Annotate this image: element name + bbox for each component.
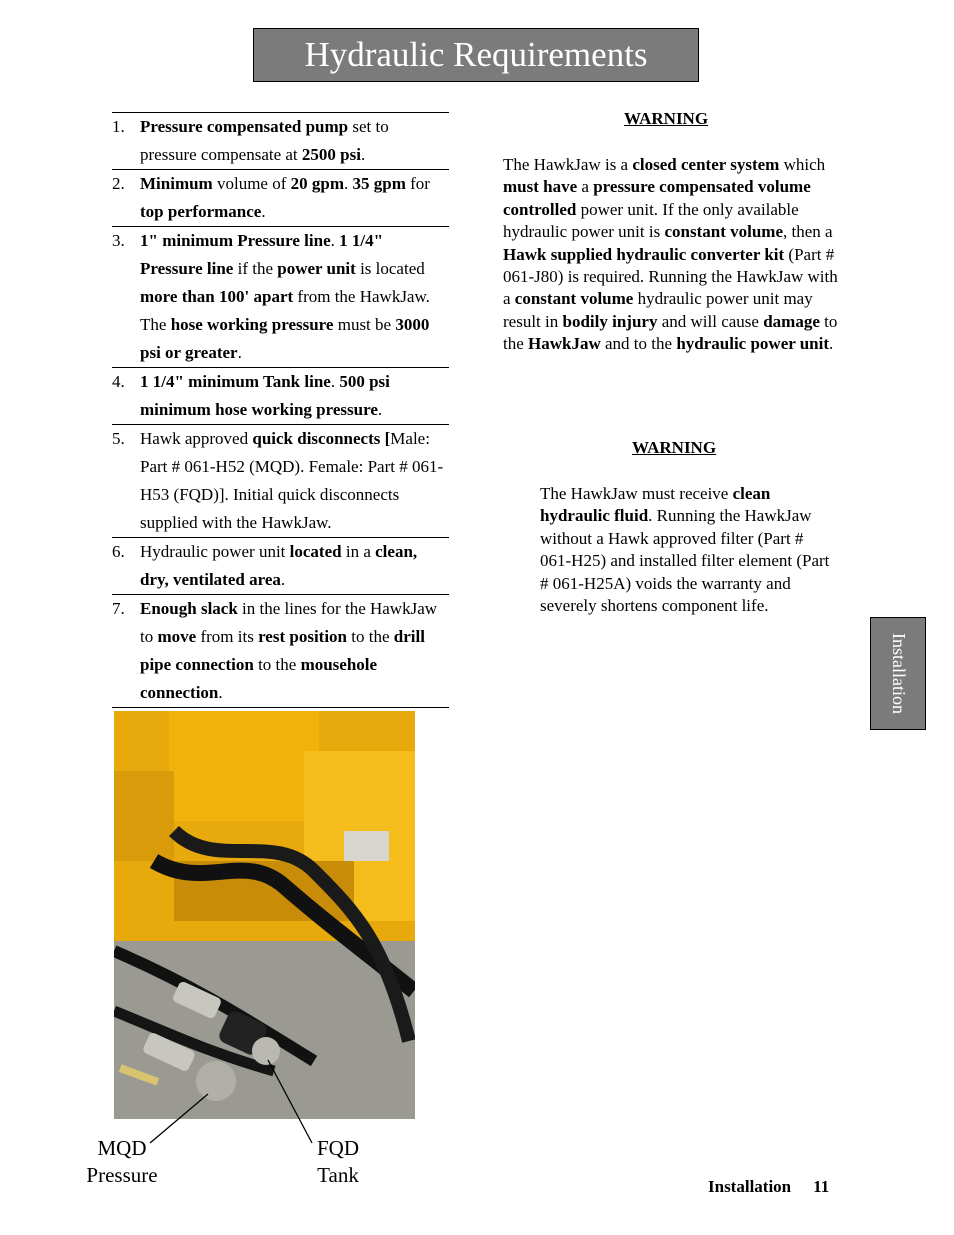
requirement-number: 6. bbox=[112, 542, 125, 561]
text-run: Hawk approved bbox=[140, 429, 253, 448]
text-run: to the bbox=[503, 311, 838, 354]
requirement-number: 7. bbox=[112, 599, 125, 618]
text-run: set to pressure compensate at bbox=[140, 117, 389, 164]
requirement-number: 3. bbox=[112, 231, 125, 250]
text-run: 2500 psi bbox=[301, 145, 361, 164]
text-run: drill pipe connection bbox=[140, 627, 425, 674]
text-run: from the HawkJaw. The bbox=[140, 287, 430, 334]
text-run: , then a bbox=[783, 222, 833, 242]
text-run: . bbox=[330, 372, 340, 391]
text-run: HawkJaw bbox=[528, 334, 601, 354]
text-run: top performance bbox=[140, 202, 262, 221]
text-run: . bbox=[377, 400, 383, 419]
warning-heading-1: WARNING bbox=[624, 109, 709, 128]
page-footer bbox=[708, 1177, 829, 1197]
text-run: must be bbox=[333, 315, 396, 334]
requirement-number: 4. bbox=[112, 372, 125, 391]
text-run: . bbox=[330, 231, 340, 250]
text-run: in a bbox=[341, 542, 376, 561]
text-run: Minimum bbox=[140, 174, 213, 193]
text-run: . bbox=[218, 683, 223, 702]
requirement-number: 2. bbox=[112, 174, 125, 193]
text-run: clean, dry, ventilated area bbox=[140, 542, 418, 589]
text-run: from its bbox=[196, 627, 259, 646]
text-run: clean hydraulic fluid bbox=[540, 484, 771, 526]
text-run: The HawkJaw is a bbox=[503, 155, 633, 174]
section-tab-label: Installation bbox=[888, 633, 909, 714]
text-run: 3000 psi or greater bbox=[140, 315, 430, 362]
text-run: Male: Part # 061-H52 (MQD). Female: Part # 061-H53 (FQD)]. Initial quick disconnects supplied with the HawkJaw. bbox=[140, 429, 444, 532]
text-run: power unit bbox=[277, 259, 356, 278]
text-run: 1 1/4" Pressure line bbox=[140, 231, 384, 278]
text-run: 1" minimum Pressure line bbox=[140, 231, 331, 250]
text-run: Hydraulic power unit bbox=[140, 542, 290, 561]
text-run: to the bbox=[347, 627, 394, 646]
fqd-label bbox=[306, 1135, 370, 1189]
fqd-label-line1: FQD bbox=[316, 1136, 359, 1160]
text-run: if the bbox=[233, 259, 278, 278]
text-run: bodily injury bbox=[562, 311, 658, 331]
text-run: mousehole connection bbox=[140, 655, 378, 702]
text-run: constant volume bbox=[664, 222, 783, 242]
text-run: . bbox=[344, 174, 353, 193]
page-title: Hydraulic Requirements bbox=[253, 28, 699, 82]
text-run: rest position bbox=[258, 627, 348, 646]
text-run: pressure compensated volume controlled bbox=[503, 177, 811, 219]
text-run: (Part # 061-J80) is required. Running the HawkJaw with a bbox=[503, 244, 838, 309]
page-number: 11 bbox=[813, 1177, 830, 1196]
text-run: 500 psi minimum hose working pressure bbox=[140, 372, 390, 419]
text-run: volume of bbox=[212, 174, 291, 193]
text-run: more than 100' apart bbox=[140, 287, 294, 306]
text-run: is located bbox=[355, 259, 425, 278]
text-run: . bbox=[261, 202, 266, 221]
text-run: located bbox=[289, 542, 342, 561]
text-run: Enough slack bbox=[140, 599, 238, 618]
text-run: hose working pressure bbox=[170, 315, 334, 334]
text-run: closed center system bbox=[632, 155, 780, 174]
text-run: must have bbox=[503, 177, 578, 197]
text-run: a bbox=[577, 177, 594, 197]
text-run: . bbox=[829, 334, 834, 354]
text-run: 20 gpm bbox=[290, 174, 345, 193]
text-run: [ bbox=[384, 429, 391, 448]
text-run: hydraulic power unit bbox=[676, 334, 830, 354]
fqd-label-line2: Tank bbox=[317, 1163, 359, 1187]
text-run: 35 gpm bbox=[352, 174, 406, 193]
text-run: 1 1/4" minimum Tank line bbox=[140, 372, 331, 391]
text-run: constant volume bbox=[514, 289, 634, 309]
text-run: move bbox=[157, 627, 197, 646]
text-run: to the bbox=[253, 655, 301, 674]
requirement-number: 1. bbox=[112, 117, 125, 136]
requirement-number: 5. bbox=[112, 429, 125, 448]
section-tab-installation[interactable] bbox=[870, 617, 926, 730]
text-run: quick disconnects bbox=[252, 429, 381, 448]
text-run: Hawk supplied hydraulic converter kit bbox=[503, 244, 785, 264]
warning-heading-2: WARNING bbox=[632, 438, 717, 457]
text-run: and to the bbox=[600, 334, 677, 354]
text-run: hydraulic power unit may result in bbox=[503, 289, 813, 331]
text-run: for bbox=[405, 174, 430, 193]
mqd-label-line1: MQD bbox=[97, 1136, 147, 1160]
text-run: damage bbox=[763, 311, 820, 331]
mqd-label bbox=[80, 1135, 164, 1189]
text-run: . bbox=[280, 570, 286, 589]
text-run: . Running the HawkJaw without a Hawk approved filter (Part # 061-H25) and installed filter element (Part # 061-H25A) voids the warranty and severely shortens component life. bbox=[540, 506, 830, 616]
text-run: and will cause bbox=[657, 311, 764, 331]
text-run: . bbox=[237, 343, 242, 362]
text-run: which bbox=[779, 155, 826, 174]
text-run: The HawkJaw must receive bbox=[540, 484, 733, 503]
text-run: in the lines for the HawkJaw to bbox=[140, 599, 438, 646]
mqd-label-line2: Pressure bbox=[86, 1163, 158, 1187]
footer-section: Installation bbox=[708, 1177, 792, 1196]
text-run: . bbox=[360, 145, 366, 164]
text-run: Pressure compensated pump bbox=[140, 117, 349, 136]
text-run: power unit. If the only available hydraulic power unit is bbox=[503, 199, 799, 242]
